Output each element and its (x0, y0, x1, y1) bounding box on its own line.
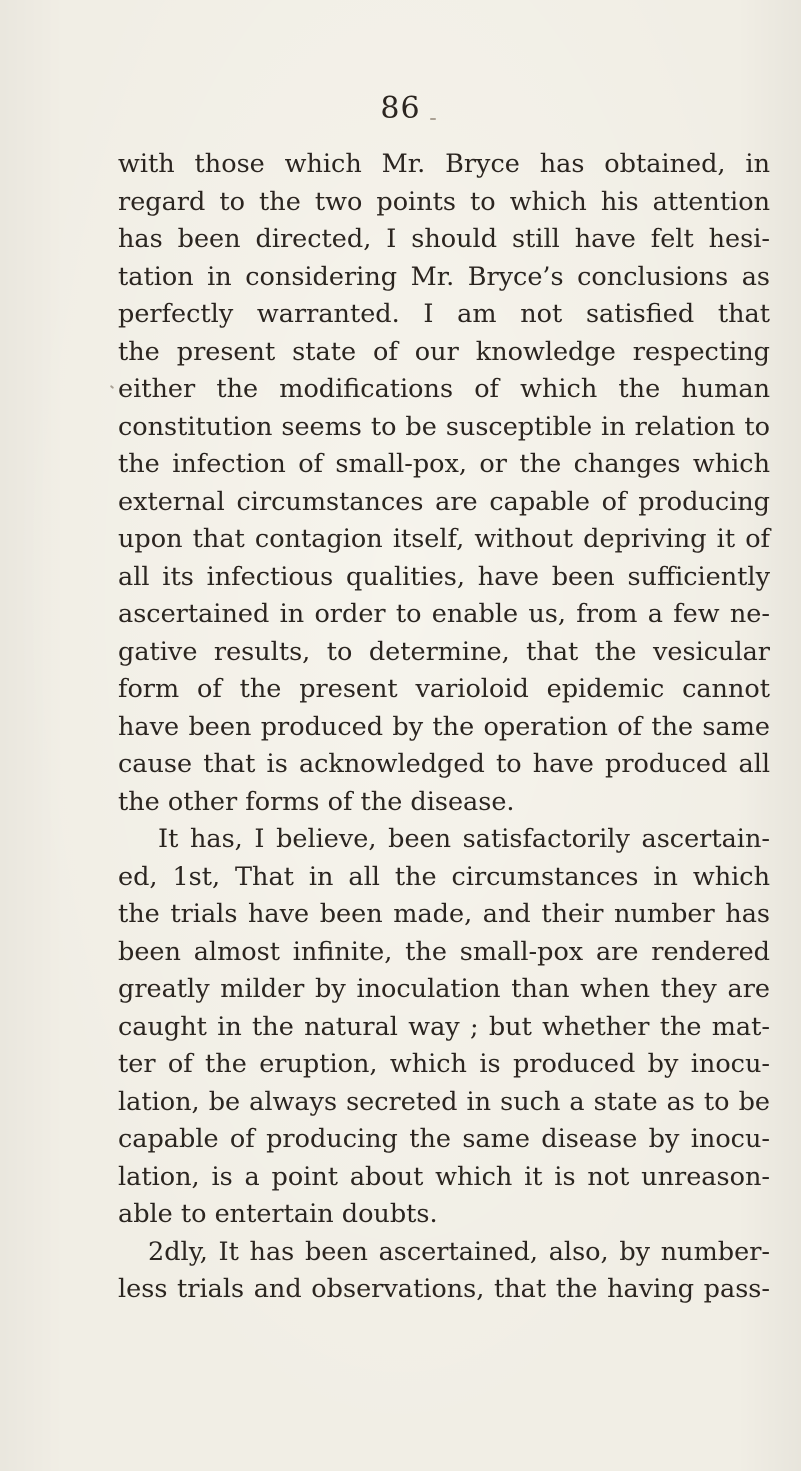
text-line: the trials have been made, and their number has (118, 899, 770, 929)
text-line: gative results, to determine, that the vesicular (118, 636, 770, 667)
text-line: tation in considering Mr. Bryce’s conclusions as (118, 261, 770, 292)
text-line: form of the present varioloid epidemic cannot (118, 674, 770, 704)
text-line: regard to the two points to which his attention (118, 186, 770, 217)
text-line: lation, be always secreted in such a state as to be (118, 1086, 770, 1117)
text-line: with those which Mr. Bryce has obtained, in (118, 149, 770, 179)
text-line: caught in the natural way ; but whether the mat- (118, 1011, 770, 1042)
text-line: less trials and observations, that the having pass- (118, 1274, 770, 1304)
ink-speck (430, 118, 436, 120)
text-line: been almost infinite, the small-pox are rendered (118, 936, 770, 967)
text-line: constitution seems to be susceptible in relation to (118, 411, 770, 442)
text-line: the infection of small-pox, or the changes which (118, 449, 770, 479)
body-text (118, 146, 770, 1309)
text-line: perfectly warranted. I am not satisfied that (118, 299, 770, 329)
text-line: It has, I believe, been satisfactorily ascertain- (158, 824, 770, 854)
text-line: has been directed, I should still have felt hesi- (118, 224, 770, 254)
text-line: the other forms of the disease. (118, 786, 515, 817)
text-line: cause that is acknowledged to have produced all (118, 749, 770, 779)
text-line: either the modifications of which the human (118, 374, 770, 404)
text-line: external circumstances are capable of producing (118, 486, 770, 517)
text-line: lation, is a point about which it is not unreason- (118, 1161, 770, 1192)
text-line: able to entertain doubts. (118, 1199, 438, 1229)
ink-speck (110, 385, 114, 389)
text-line: ascertained in order to enable us, from a few ne- (118, 599, 770, 629)
page-number: 86 (380, 91, 421, 126)
text-line: all its infectious qualities, have been sufficiently (118, 561, 770, 592)
text-line: the present state of our knowledge respecting (118, 336, 770, 367)
text-line: capable of producing the same disease by inocu- (118, 1124, 770, 1154)
text-line: ter of the eruption, which is produced by inocu- (118, 1049, 770, 1079)
text-line: have been produced by the operation of the same (118, 711, 770, 742)
text-line: ed, 1st, That in all the circumstances in which (118, 861, 770, 892)
text-line: 2dly, It has been ascertained, also, by number- (148, 1236, 770, 1267)
text-line: greatly milder by inoculation than when they are (118, 974, 770, 1004)
text-line: upon that contagion itself, without depriving it of (118, 524, 770, 554)
